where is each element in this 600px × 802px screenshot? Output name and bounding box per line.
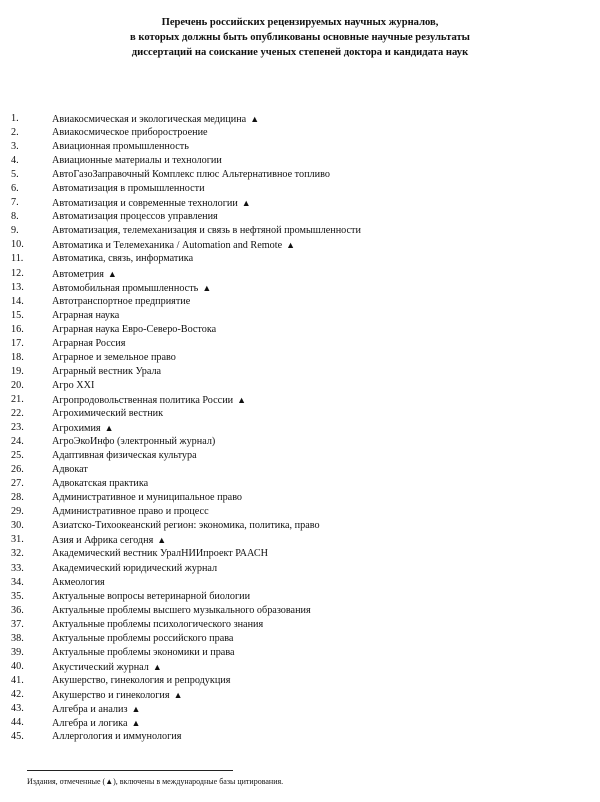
list-item [11, 407, 591, 421]
journal-name-text: Авиакосмическая и экологическая медицина [52, 114, 247, 125]
journal-name-text: Адаптивная физическая культура [52, 450, 197, 462]
journal-name-text: Автомобильная промышленность [52, 282, 199, 294]
journal-name-text: Аграрный вестник Урала [52, 365, 162, 377]
list-item-number: 19. [11, 365, 24, 377]
journal-name [52, 267, 117, 282]
citation-index-triangle-icon: ▲ [250, 114, 260, 124]
list-item [11, 435, 591, 449]
journal-name [52, 295, 190, 309]
journal-name [52, 576, 105, 590]
list-item-number: 34. [11, 576, 24, 588]
list-item-number: 2. [11, 127, 19, 139]
journal-name [52, 281, 211, 296]
list-item [11, 182, 591, 196]
list-item [11, 519, 591, 533]
list-item [11, 646, 591, 660]
journal-name [52, 337, 125, 351]
journal-name [52, 646, 235, 660]
list-item [11, 154, 591, 168]
list-item [11, 547, 591, 561]
journal-name [52, 547, 268, 561]
journal-name-text: Актуальные проблемы российского права [52, 632, 234, 644]
citation-index-triangle-icon: ▲ [202, 282, 212, 293]
journal-name [52, 674, 230, 688]
journal-name-text: Автоматизация и современные технологии [52, 198, 238, 210]
journal-name-text: Агрохимия [52, 423, 101, 435]
list-item-number: 6. [11, 183, 19, 195]
journal-name-text: Агропродовольственная политика России [52, 394, 234, 406]
list-item-number: 43. [11, 702, 24, 714]
citation-index-triangle-icon: ▲ [152, 661, 162, 672]
list-item [11, 660, 591, 674]
list-item-number: 3. [11, 141, 19, 153]
journal-name [52, 477, 148, 491]
document-title [0, 15, 600, 60]
list-item [11, 267, 591, 281]
journal-name-text: Авиационные материалы и технологии [52, 155, 222, 167]
journal-name [52, 210, 218, 224]
journal-name-text: Актуальные проблемы высшего музыкального образования [52, 604, 311, 616]
list-item [11, 351, 591, 365]
list-item-number: 7. [11, 197, 19, 209]
journal-name-text: Аграрное и земельное право [52, 351, 176, 363]
journal-name [52, 112, 259, 127]
list-item-number: 15. [11, 309, 24, 321]
journal-name [52, 702, 140, 717]
list-item-number: 9. [11, 225, 19, 237]
journal-name-text: Актуальные проблемы экономики и права [52, 646, 235, 658]
list-item-number: 36. [11, 604, 24, 616]
journal-name-text: Аллергология и иммунология [52, 731, 182, 743]
list-item-number: 31. [11, 534, 24, 546]
list-item-number: 24. [11, 436, 24, 448]
list-item [11, 730, 591, 744]
footnote-divider [27, 770, 233, 771]
list-item-number: 1. [11, 113, 19, 124]
list-item-number: 4. [11, 155, 19, 167]
journal-name-text: Автоматика и Телемеханика / Automation and Remote [52, 240, 283, 252]
list-item [11, 688, 591, 702]
list-item [11, 618, 591, 632]
journal-name [52, 519, 320, 533]
journal-name-text: Аграрная Россия [52, 337, 126, 349]
list-item-number: 26. [11, 464, 24, 476]
citation-index-triangle-icon: ▲ [237, 394, 247, 405]
list-item-number: 42. [11, 688, 24, 700]
list-item-number: 35. [11, 590, 24, 602]
journal-name-text: Авиационная промышленность [52, 141, 189, 153]
journal-name-text: Академический юридический журнал [52, 562, 218, 574]
list-item [11, 576, 591, 590]
list-item [11, 323, 591, 337]
list-item [11, 716, 591, 730]
list-item-number: 37. [11, 618, 24, 630]
list-item-number: 18. [11, 351, 24, 363]
footnote: Издания, отмеченные (▲), включены в международные базы цитирования. [27, 777, 284, 786]
list-item-number: 39. [11, 646, 24, 658]
journal-name [52, 435, 215, 449]
list-item [11, 491, 591, 505]
list-item [11, 590, 591, 604]
journal-name-text: Автоматизация, телемеханизация и связь в нефтяной промышленности [52, 225, 361, 237]
list-item-number: 30. [11, 520, 24, 532]
journal-name [52, 393, 246, 408]
list-item [11, 463, 591, 477]
journal-name [52, 730, 181, 744]
journal-name-text: Академический вестник УралНИИпроект РААСН [52, 548, 268, 560]
list-item [11, 533, 591, 547]
journal-name-text: Административное право и процесс [52, 506, 209, 518]
list-item [11, 210, 591, 224]
journal-name [52, 252, 193, 266]
list-item [11, 168, 591, 182]
list-item-number: 32. [11, 548, 24, 560]
list-item-number: 40. [11, 660, 24, 672]
journal-name [52, 688, 182, 703]
list-item-number: 8. [11, 211, 19, 223]
list-item [11, 449, 591, 463]
list-item [11, 562, 591, 576]
journal-name-text: Агрохимический вестник [52, 407, 164, 419]
list-item-number: 11. [11, 253, 24, 265]
list-item [11, 112, 591, 126]
list-item-number: 28. [11, 492, 24, 504]
journal-name [52, 604, 311, 618]
journal-name [52, 590, 250, 604]
list-item-number: 21. [11, 393, 24, 405]
journal-name-text: Акушерство и гинекология [52, 689, 170, 701]
list-item-number: 25. [11, 450, 24, 462]
citation-index-triangle-icon: ▲ [173, 689, 183, 700]
journal-name [52, 505, 209, 519]
list-item [11, 140, 591, 154]
journal-name [52, 463, 88, 477]
journal-name-text: Автоматизация процессов управления [52, 211, 218, 223]
journal-name-text: Азия и Африка сегодня [52, 535, 154, 547]
list-item-number: 44. [11, 717, 24, 729]
list-item-number: 33. [11, 562, 24, 574]
journal-name [52, 716, 140, 731]
journal-name [52, 379, 94, 393]
journal-name [52, 309, 119, 323]
title-line-3: диссертаций на соискание ученых степеней доктора и кандидата наук [131, 47, 469, 58]
list-item-number: 5. [11, 169, 19, 181]
list-item [11, 379, 591, 393]
journal-name [52, 182, 205, 196]
list-item-number: 12. [11, 267, 24, 279]
list-item [11, 505, 591, 519]
journal-name [52, 660, 162, 675]
list-item-number: 38. [11, 632, 24, 644]
list-item-number: 29. [11, 506, 24, 518]
journal-name-text: Актуальные вопросы ветеринарной биологии [52, 590, 251, 602]
journal-name-text: Актуальные проблемы психологического знания [52, 618, 264, 630]
list-item [11, 238, 591, 252]
journal-name-text: Алгебра и логика [52, 718, 128, 730]
citation-index-triangle-icon: ▲ [157, 535, 167, 546]
list-item-number: 20. [11, 379, 24, 391]
journal-name-text: Автоматика, связь, информатика [52, 253, 194, 265]
journal-name-text: Акушерство, гинекология и репродукция [52, 674, 231, 686]
list-item-number: 23. [11, 422, 24, 434]
list-item [11, 365, 591, 379]
list-item-number: 14. [11, 295, 24, 307]
journal-name-text: Автометрия [52, 268, 104, 280]
journal-name-text: АвтоГазоЗаправочный Комплекс плюс Альтернативное топливо [52, 169, 330, 181]
citation-index-triangle-icon: ▲ [107, 268, 117, 279]
list-item-number: 10. [11, 239, 24, 251]
journal-name [52, 238, 295, 253]
citation-index-triangle-icon: ▲ [286, 240, 296, 251]
journal-name [52, 224, 361, 238]
journal-name-text: Аграрная наука [52, 309, 120, 321]
journal-name [52, 449, 197, 463]
journal-name [52, 126, 208, 140]
list-item [11, 309, 591, 323]
citation-index-triangle-icon: ▲ [104, 423, 114, 434]
list-item-number: 17. [11, 337, 24, 349]
journal-name [52, 168, 330, 182]
journal-name-text: Акустический журнал [52, 661, 149, 673]
journal-name [52, 407, 163, 421]
journal-name-text: Автотранспортное предприятие [52, 295, 191, 307]
list-item [11, 281, 591, 295]
journal-name-text: Авиакосмическое приборостроение [52, 127, 208, 139]
journal-list [11, 112, 591, 744]
list-item [11, 393, 591, 407]
title-line-2: в которых должны быть опубликованы основные научные результаты [130, 32, 470, 43]
citation-index-triangle-icon: ▲ [131, 718, 141, 729]
list-item [11, 674, 591, 688]
journal-name [52, 562, 217, 576]
list-item-number: 27. [11, 478, 24, 490]
journal-name [52, 351, 176, 365]
title-line-1: Перечень российских рецензируемых научных журналов, [161, 17, 439, 28]
list-item [11, 421, 591, 435]
journal-name-text: АгроЭкоИнфо (электронный журнал) [52, 436, 216, 448]
journal-name-text: Акмеология [52, 576, 105, 588]
journal-name-text: Агро XXI [52, 379, 95, 391]
journal-name-text: Административное и муниципальное право [52, 492, 243, 504]
journal-name-text: Азиатско-Тихоокеанский регион: экономика, политика, право [52, 520, 320, 532]
list-item-number: 45. [11, 731, 24, 743]
journal-name-text: Адвокат [52, 464, 88, 476]
journal-name-text: Адвокатская практика [52, 478, 149, 490]
list-item [11, 337, 591, 351]
journal-name [52, 618, 263, 632]
list-item-number: 13. [11, 281, 24, 293]
journal-name-text: Автоматизация в промышленности [52, 183, 205, 195]
list-item [11, 702, 591, 716]
journal-name [52, 323, 216, 337]
list-item [11, 196, 591, 210]
list-item [11, 477, 591, 491]
list-item [11, 604, 591, 618]
list-item [11, 126, 591, 140]
list-item-number: 41. [11, 674, 24, 686]
list-item [11, 295, 591, 309]
journal-name [52, 154, 222, 168]
list-item-number: 22. [11, 407, 24, 419]
journal-name [52, 365, 161, 379]
journal-name [52, 632, 233, 646]
journal-name [52, 196, 251, 211]
list-item [11, 632, 591, 646]
list-item [11, 224, 591, 238]
citation-index-triangle-icon: ▲ [131, 703, 141, 714]
journal-name [52, 533, 166, 548]
list-item [11, 252, 591, 266]
journal-name [52, 491, 242, 505]
journal-name-text: Аграрная наука Евро-Северо-Востока [52, 323, 217, 335]
journal-name [52, 421, 114, 436]
journal-name [52, 140, 189, 154]
list-item-number: 16. [11, 323, 24, 335]
journal-name-text: Алгебра и анализ [52, 703, 128, 715]
citation-index-triangle-icon: ▲ [241, 198, 251, 209]
